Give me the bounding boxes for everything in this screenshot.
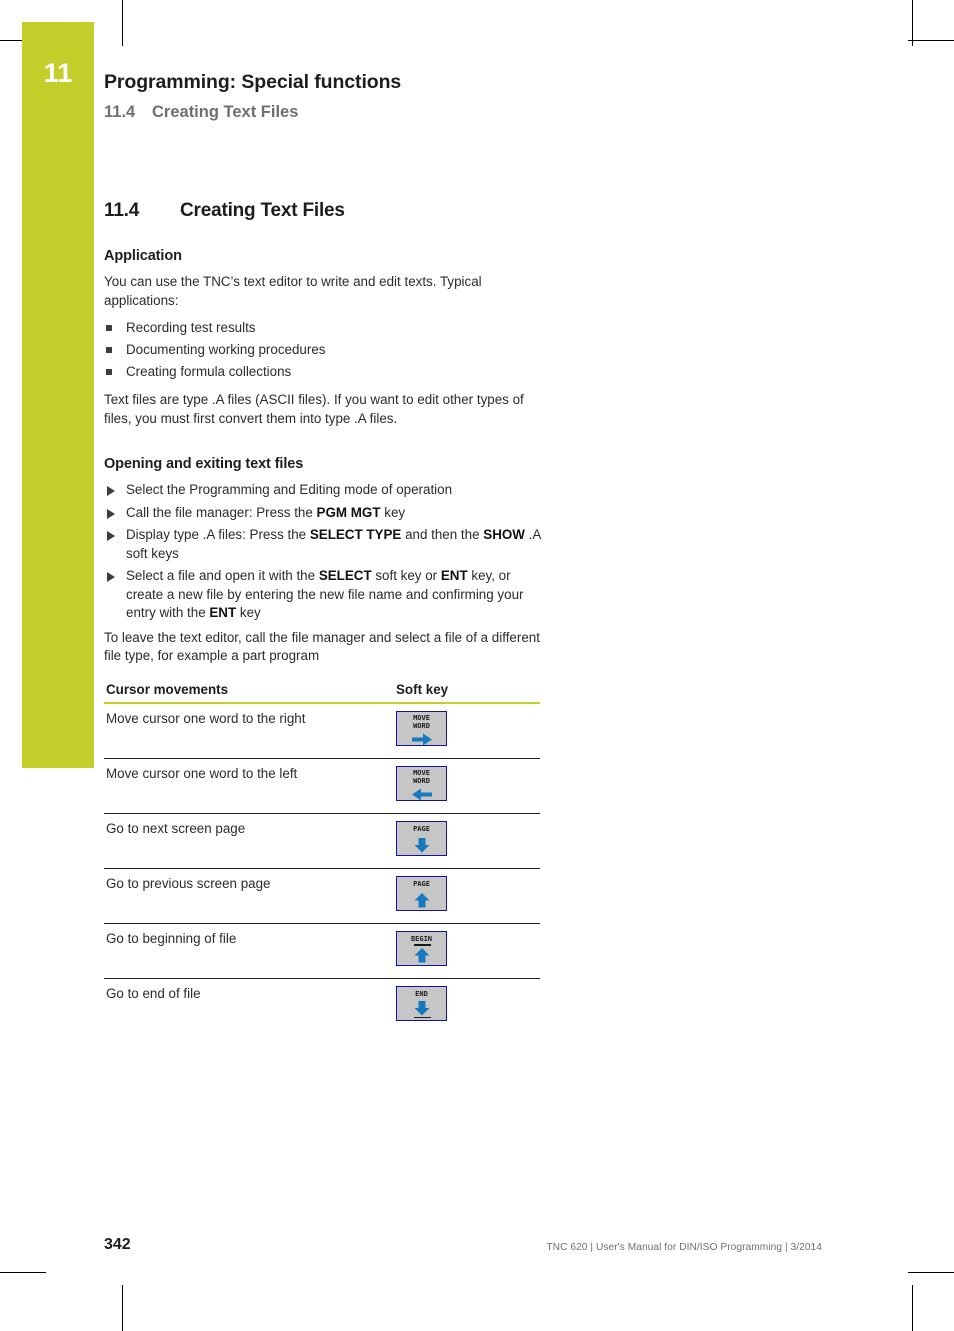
content-column xyxy=(104,200,546,1033)
section-title: Creating Text Files xyxy=(180,200,345,221)
opening-step-list xyxy=(104,481,546,623)
application-intro: You can use the TNC’s text editor to write and edit texts. Typical applications: xyxy=(104,274,482,308)
chapter-number: 11 xyxy=(43,58,73,88)
begin-of-file-softkey[interactable] xyxy=(396,931,447,966)
arrow-left-icon xyxy=(397,787,446,802)
table-cell-description: Go to beginning of file xyxy=(104,923,396,978)
list-item xyxy=(104,504,546,523)
list-item xyxy=(104,481,546,500)
table-row xyxy=(104,758,540,813)
running-head-title: Programming: Special functions xyxy=(104,71,402,93)
running-head-section-title: Creating Text Files xyxy=(152,103,299,121)
softkey-label: PAGE xyxy=(413,824,430,833)
application-heading: Application xyxy=(104,248,182,264)
crop-mark-bottom-left-horizontal xyxy=(0,1272,46,1273)
application-outro: Text files are type .A files (ASCII files). If you want to edit other types of files, you must first convert them into type .A files. xyxy=(104,392,524,426)
softkey-label: END xyxy=(415,989,428,998)
page-number: 342 xyxy=(104,1236,131,1253)
softkey-label-line2: WORD xyxy=(413,721,430,730)
step-text: .A soft keys xyxy=(126,527,541,561)
softkey-label: PAGE xyxy=(413,879,430,888)
running-head xyxy=(104,68,804,123)
key-name: ENT xyxy=(209,605,237,620)
section-number: 11.4 xyxy=(104,200,140,221)
table-row xyxy=(104,868,540,923)
table-cell-softkey xyxy=(396,868,540,923)
table-cell-softkey xyxy=(396,978,540,1033)
table-header-description: Cursor movements xyxy=(104,682,396,703)
table-header-row xyxy=(104,682,540,703)
key-name: SELECT xyxy=(318,568,372,583)
crop-mark-bottom-left-vertical xyxy=(122,1285,123,1331)
page-title xyxy=(104,200,546,222)
table-cell-softkey xyxy=(396,923,540,978)
step-text: Select the Programming and Editing mode of operation xyxy=(126,482,453,497)
page-down-softkey[interactable] xyxy=(396,821,447,856)
step-text: Display type .A files: Press the xyxy=(126,527,310,542)
table-row xyxy=(104,923,540,978)
step-text: and then the xyxy=(401,527,484,542)
arrow-up-icon xyxy=(397,893,446,908)
move-word-left-softkey[interactable] xyxy=(396,766,447,801)
table-cell-description: Go to previous screen page xyxy=(104,868,396,923)
application-bullet-list xyxy=(104,317,546,383)
arrow-up-icon xyxy=(397,948,446,963)
table-header-softkey: Soft key xyxy=(396,682,540,703)
chapter-tab xyxy=(22,22,94,768)
end-of-file-softkey[interactable] xyxy=(396,986,447,1021)
table-cell-description: Move cursor one word to the left xyxy=(104,758,396,813)
step-text: soft key or xyxy=(371,568,441,583)
running-head-section-number: 11.4 xyxy=(104,103,136,121)
table-cell-softkey xyxy=(396,758,540,813)
arrow-down-icon xyxy=(397,838,446,853)
list-item xyxy=(104,526,546,563)
move-word-right-softkey[interactable] xyxy=(396,711,447,746)
crop-mark-top-right-horizontal xyxy=(908,40,954,41)
page-up-softkey[interactable] xyxy=(396,876,447,911)
softkey-label-line2: WORD xyxy=(413,776,430,785)
list-item xyxy=(104,567,546,623)
step-text: key xyxy=(236,605,261,620)
table-cell-softkey xyxy=(396,813,540,868)
softkey-bar-top xyxy=(414,944,431,946)
table-cell-description: Go to next screen page xyxy=(104,813,396,868)
table-row xyxy=(104,978,540,1033)
step-text: key xyxy=(380,504,406,520)
key-name: ENT xyxy=(440,568,468,583)
key-name: PGM MGT xyxy=(316,504,381,520)
table-row xyxy=(104,813,540,868)
opening-heading: Opening and exiting text files xyxy=(104,456,304,472)
crop-mark-bottom-right-vertical xyxy=(912,1285,913,1331)
step-text: key, or create a new file by entering the new file name and confirming your entry with the xyxy=(126,568,524,620)
cursor-movements-table xyxy=(104,682,540,1033)
opening-closing-text: To leave the text editor, call the file manager and select a file of a different file type, for example a part program xyxy=(104,629,540,663)
softkey-bar-bottom xyxy=(414,1017,431,1019)
crop-mark-top-left-vertical xyxy=(122,0,123,46)
running-head-subtitle xyxy=(104,101,804,123)
crop-mark-bottom-right-horizontal xyxy=(908,1272,954,1273)
arrow-right-icon xyxy=(397,732,446,747)
arrow-down-icon xyxy=(397,1001,446,1016)
softkey-label: MOVE xyxy=(413,713,430,722)
list-item: Documenting working procedures xyxy=(104,339,546,361)
list-item: Recording test results xyxy=(104,317,546,339)
softkey-label: BEGIN xyxy=(410,934,433,943)
footer-reference: TNC 620 | User's Manual for DIN/ISO Programming | 3/2014 xyxy=(546,1242,822,1253)
step-text: Call the file manager: Press the xyxy=(126,504,317,520)
key-name: SHOW xyxy=(483,527,525,542)
softkey-label: MOVE xyxy=(413,768,430,777)
list-item: Creating formula collections xyxy=(104,361,546,383)
table-cell-description: Move cursor one word to the right xyxy=(104,703,396,759)
table-cell-description: Go to end of file xyxy=(106,985,201,1001)
key-name: SELECT TYPE xyxy=(309,527,402,542)
table-cell-softkey xyxy=(396,703,540,759)
table-row xyxy=(104,703,540,759)
step-text: Select a file and open it with the xyxy=(126,568,319,583)
